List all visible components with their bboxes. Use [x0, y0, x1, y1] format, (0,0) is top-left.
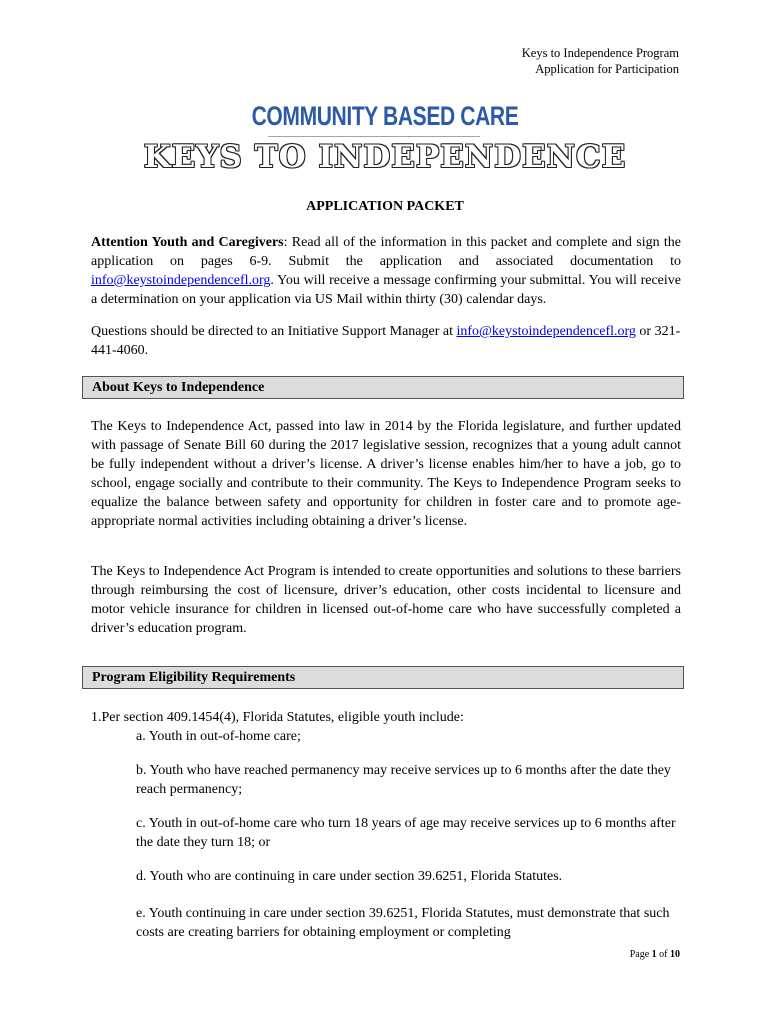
- logo-divider: [268, 136, 480, 137]
- page-title: APPLICATION PACKET: [306, 199, 464, 214]
- about-paragraph-1: The Keys to Independence Act, passed into law in 2014 by the Florida legislature, and further updated with passage of Senate Bill 60 during the 2017 legislative session, recognizes that a young adult cannot be fully independent without a driver’s license. A driver’s license enables him/her to have a job, go to school, engage socially and contribute to their community. The Keys to Independence Program seeks to equalize the balance between safety and opportunity for children in foster care and to promote age-appropriate normal activities including obtaining a driver’s license.: [91, 419, 681, 529]
- logo-keys-to-independence: KEYS TO INDEPENDENCE: [143, 139, 627, 175]
- questions-text-2: or 321-441-4060.: [91, 324, 681, 358]
- eligibility-item-d: d. Youth who are continuing in care under section 39.6251, Florida Statutes.: [136, 869, 563, 884]
- about-paragraph-2: The Keys to Independence Act Program is intended to create opportunities and solutions to these barriers through reimbursing the cost of licensure, driver’s education, other costs incidental to licensure and motor vehicle insurance for children in licensed out-of-home care who have successfully completed a driver’s education program.: [91, 564, 681, 636]
- email-link[interactable]: info@keystoindependencefl.org: [91, 273, 271, 288]
- intro-text-1: : Read all of the information in this packet and complete and sign the application on pages 6-9. Submit the application and associated documentation to: [91, 235, 681, 269]
- eligibility-item-1: 1.Per section 409.1454(4), Florida Statutes, eligible youth include:: [91, 710, 464, 725]
- eligibility-item-c: c. Youth in out-of-home care who turn 18 years of age may receive services up to 6 months after the date they turn 18; or: [136, 816, 676, 850]
- page-label: Page: [629, 949, 652, 960]
- intro-paragraph: [91, 233, 681, 309]
- header-application: Application for Participation: [535, 62, 679, 76]
- logo-community-based-care: COMMUNITY BASED CARE: [251, 101, 519, 131]
- page-total: 10: [670, 949, 680, 960]
- questions-paragraph: [91, 322, 681, 360]
- eligibility-item-a: a. Youth in out-of-home care;: [136, 729, 301, 744]
- questions-email-link[interactable]: info@keystoindependencefl.org: [456, 324, 636, 339]
- intro-text-2: . You will receive a message confirming your submittal. You will receive a determination on your application via US Mail within thirty (30) calendar days.: [91, 273, 681, 307]
- eligibility-item-e: e. Youth continuing in care under section 39.6251, Florida Statutes, must demonstrate that such costs are creating barriers for obtaining employment or completing: [136, 906, 670, 940]
- questions-text-1: Questions should be directed to an Initiative Support Manager at: [91, 324, 457, 339]
- section-heading-eligibility: Program Eligibility Requirements: [82, 666, 684, 689]
- page-current: 1: [651, 949, 657, 960]
- page-number: [630, 949, 680, 960]
- page-of-label: of: [656, 949, 670, 960]
- header-program: Keys to Independence Program: [521, 46, 679, 60]
- section-heading-about: About Keys to Independence: [82, 376, 684, 399]
- eligibility-item-b: b. Youth who have reached permanency may receive services up to 6 months after the date they reach permanency;: [136, 763, 671, 797]
- running-header: [522, 45, 679, 77]
- intro-lead: Attention Youth and Caregivers: [91, 235, 284, 250]
